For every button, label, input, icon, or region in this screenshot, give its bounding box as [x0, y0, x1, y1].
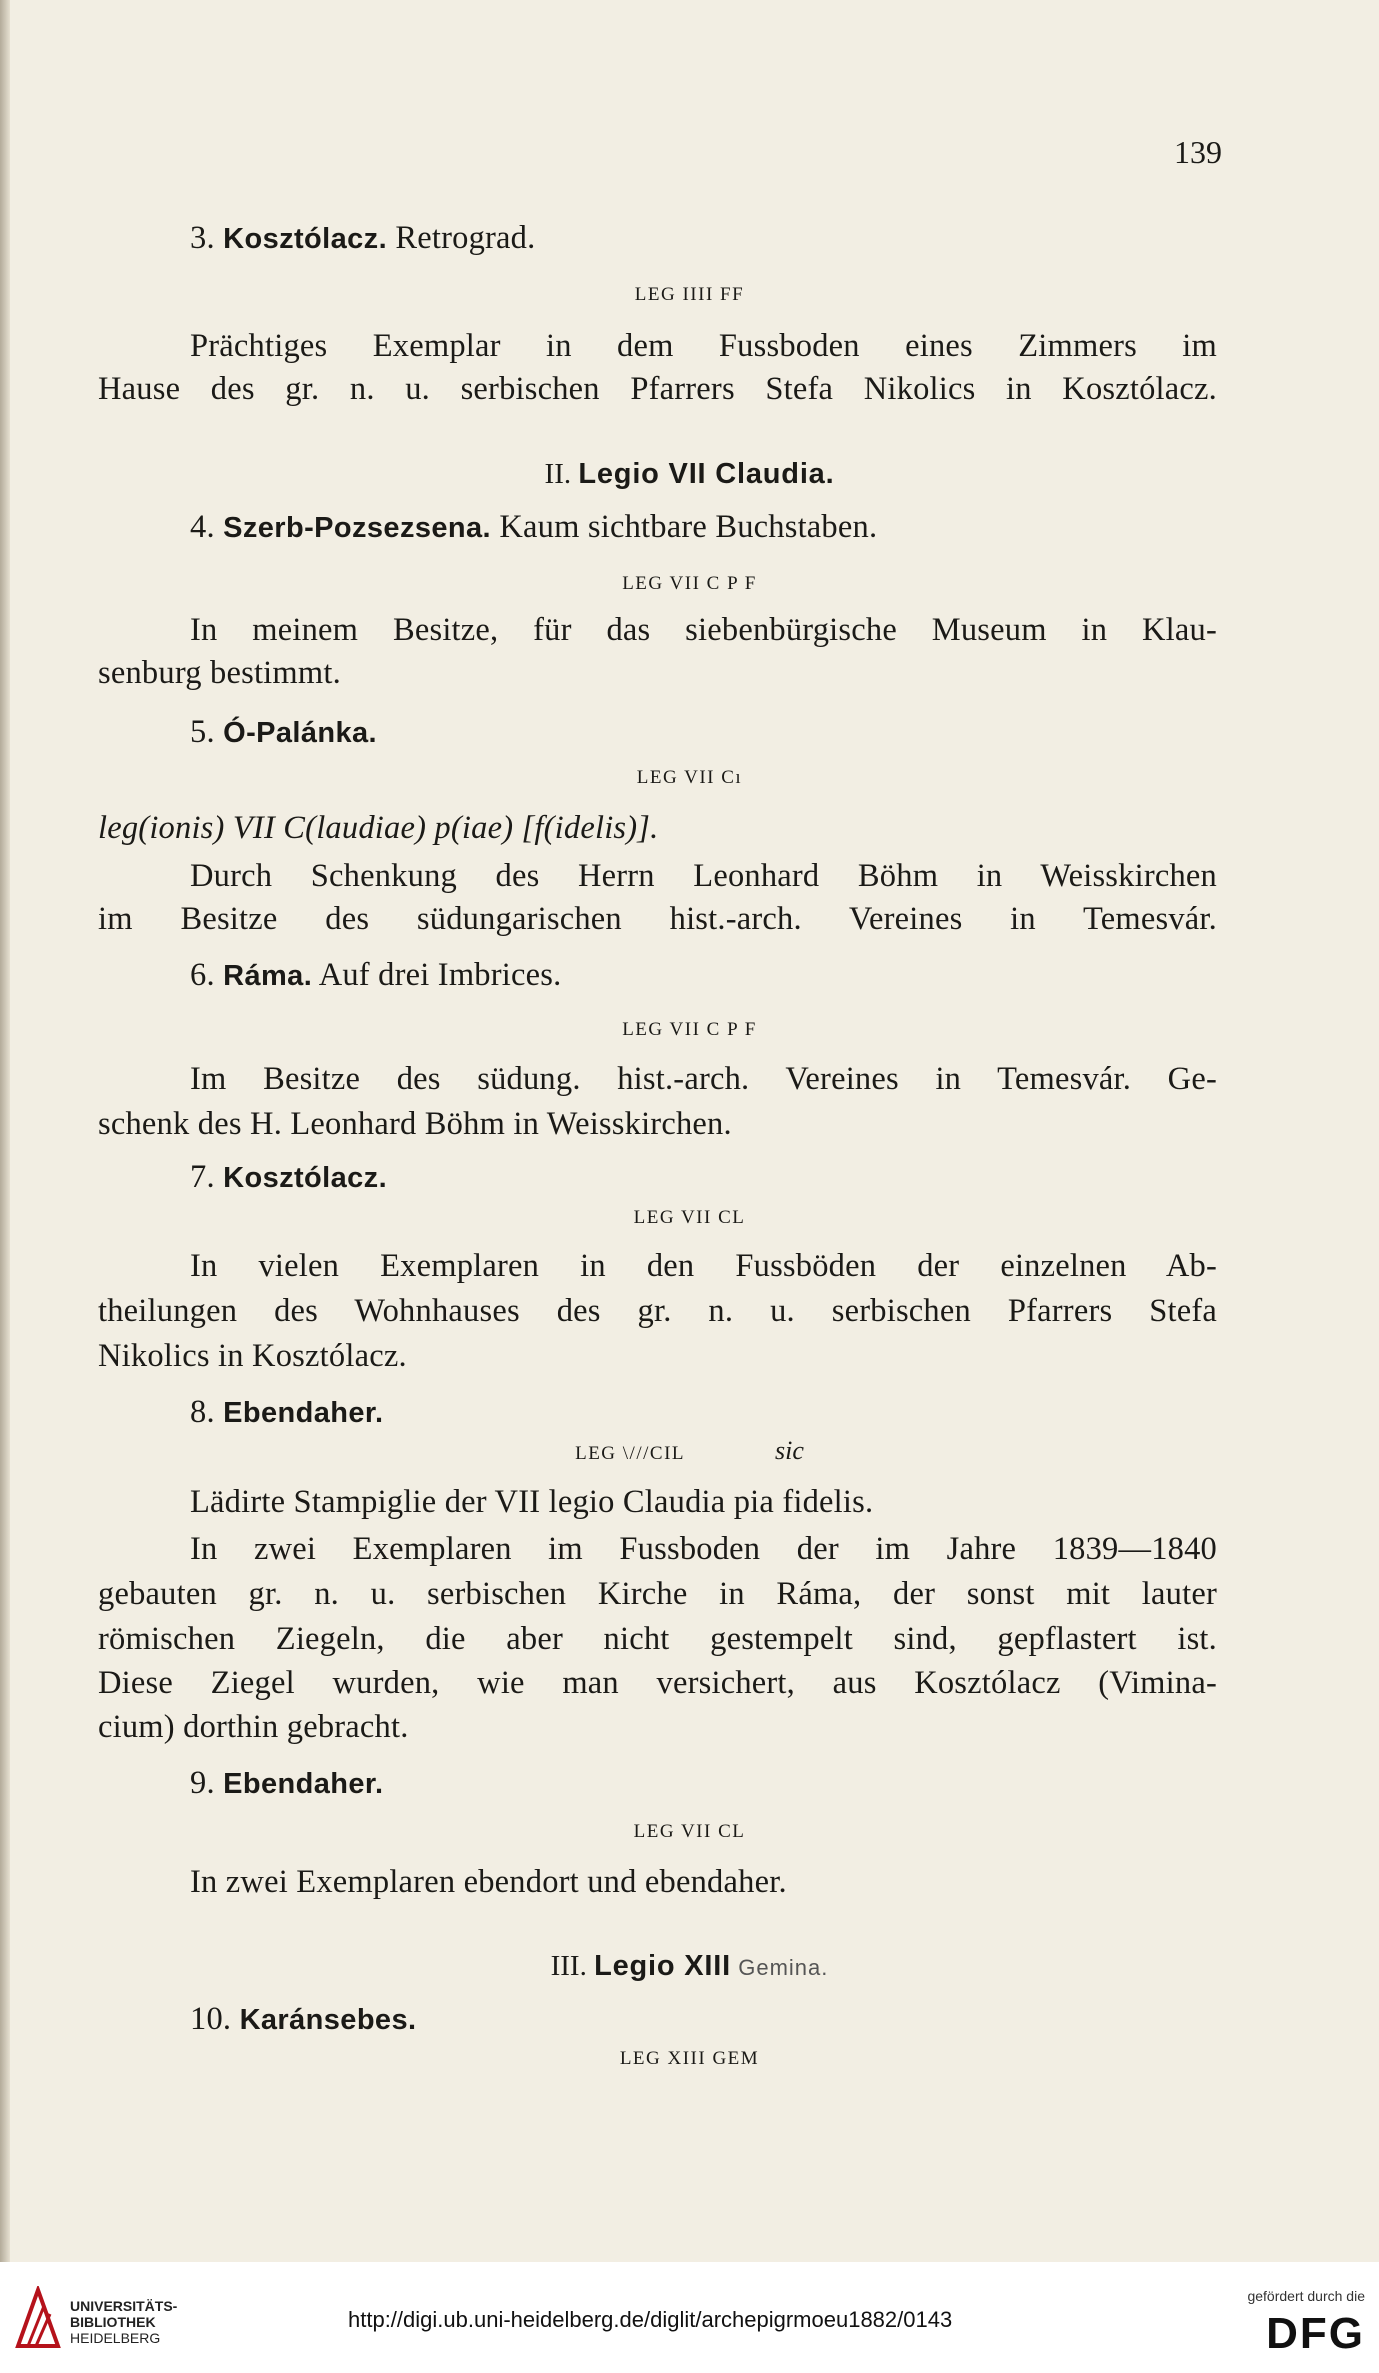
text-line: Diese Ziegel wurden, wie man versichert, aus Kosztólacz (Vimina-: [98, 1665, 1217, 1701]
entry-4: [190, 507, 1217, 548]
section-numeral: III.: [550, 1950, 587, 1982]
entry-number: 7.: [190, 1159, 215, 1195]
entry-6: [190, 955, 1217, 996]
text-line: Nikolics in Kosztólacz.: [98, 1338, 407, 1374]
entry-number: 8.: [190, 1394, 215, 1430]
stamp-text: LEG VII CL: [633, 1207, 746, 1228]
entry-place: Szerb-Pozsezsena.: [223, 512, 492, 544]
entry-number: 3.: [190, 220, 215, 256]
book-spine-shadow: [0, 0, 10, 2262]
entry-place: Karánsebes.: [239, 2004, 417, 2036]
entry-9: [190, 1763, 1217, 1804]
text-line: im Besitze des südungarischen hist.-arch. Vereines in Temesvár.: [98, 901, 1217, 937]
stamp-text: LEG VII C P F: [622, 1019, 757, 1040]
entry-place: Ebendaher.: [223, 1768, 384, 1800]
inscription-reading: leg(ionis) VII C(laudiae) p(iae) [f(idelis)].: [98, 810, 659, 846]
entry-place: Ó-Palánka.: [223, 717, 378, 749]
dfg-logo: DFG: [1266, 2309, 1365, 2358]
text-line: In meinem Besitze, für das siebenbürgische Museum in Klau-: [190, 612, 1217, 648]
text-line: In zwei Exemplaren im Fussboden der im Jahre 1839—1840: [190, 1531, 1217, 1567]
section-title: Legio VII Claudia.: [578, 458, 835, 490]
library-logo-icon: [14, 2286, 62, 2350]
text-line: Prächtiges Exemplar in dem Fussboden eines Zimmers im: [190, 328, 1217, 364]
stamp-text: LEG XIII GEM: [619, 2048, 760, 2069]
entry-8: [190, 1392, 1217, 1433]
entry-place: Ráma.: [223, 960, 313, 992]
viewer-footer: [0, 2262, 1379, 2373]
entry-number: 9.: [190, 1765, 215, 1801]
entry-description: Kaum sichtbare Buchstaben.: [491, 509, 878, 545]
section-title-suffix: Gemina.: [738, 1955, 829, 1980]
entry-number: 4.: [190, 509, 215, 545]
text-line: cium) dorthin gebracht.: [98, 1709, 409, 1745]
text-line: römischen Ziegeln, die aber nicht gestempelt sind, gepflastert ist.: [98, 1621, 1217, 1657]
text-line: schenk des H. Leonhard Böhm in Weisskirchen.: [98, 1106, 732, 1142]
section-title: Legio XIII: [594, 1950, 731, 1982]
text-line: Hause des gr. n. u. serbischen Pfarrers Stefa Nikolics in Kosztólacz.: [98, 371, 1217, 407]
text-line: In vielen Exemplaren in den Fussböden der einzelnen Ab-: [190, 1248, 1217, 1284]
text-line: Im Besitze des südung. hist.-arch. Vereines in Temesvár. Ge-: [190, 1061, 1217, 1097]
funding-note: gefördert durch die: [1247, 2288, 1365, 2304]
stamp-line: [0, 1436, 1379, 1466]
entry-description: Retrograd.: [387, 220, 536, 256]
entry-place: Ebendaher.: [223, 1397, 384, 1429]
stamp-text: LEG VII CL: [633, 1821, 746, 1842]
text-line: Lädirte Stampiglie der VII legio Claudia pia fidelis.: [190, 1484, 874, 1520]
text-line: In zwei Exemplaren ebendort und ebendaher.: [190, 1864, 787, 1900]
entry-number: 5.: [190, 714, 215, 750]
library-name: UNIVERSITÄTS- BIBLIOTHEK HEIDELBERG: [70, 2298, 178, 2346]
entry-10: [190, 1999, 1217, 2040]
entry-description: Auf drei Imbrices.: [312, 957, 562, 993]
stamp-text: LEG IIII FF: [634, 284, 745, 305]
stamp-text: LEG VII C P F: [622, 573, 757, 594]
sic-note: sic: [775, 1436, 804, 1465]
entry-5: [190, 712, 1217, 753]
page-number: 139: [1174, 134, 1222, 170]
section-numeral: II.: [544, 458, 572, 490]
entry-place: Kosztólacz.: [223, 223, 388, 255]
text-line: Durch Schenkung des Herrn Leonhard Böhm in Weisskirchen: [190, 858, 1217, 894]
text-line: senburg bestimmt.: [98, 655, 341, 691]
text-line: theilungen des Wohnhauses des gr. n. u. serbischen Pfarrers Stefa: [98, 1293, 1217, 1329]
text-line: gebauten gr. n. u. serbischen Kirche in Ráma, der sonst mit lauter: [98, 1576, 1217, 1612]
entry-number: 6.: [190, 957, 215, 993]
entry-3: [190, 218, 1217, 259]
entry-7: [190, 1157, 1217, 1198]
stamp-text: LEG VII Cı: [636, 767, 743, 788]
stamp-text: LEG \///CIL: [575, 1443, 685, 1464]
entry-number: 10.: [190, 2001, 232, 2037]
permalink-url[interactable]: http://digi.ub.uni-heidelberg.de/diglit/archepigrmoeu1882/0143: [348, 2307, 953, 2332]
entry-place: Kosztólacz.: [223, 1162, 388, 1194]
section-heading: [0, 454, 1379, 494]
section-heading: [0, 1946, 1379, 1988]
